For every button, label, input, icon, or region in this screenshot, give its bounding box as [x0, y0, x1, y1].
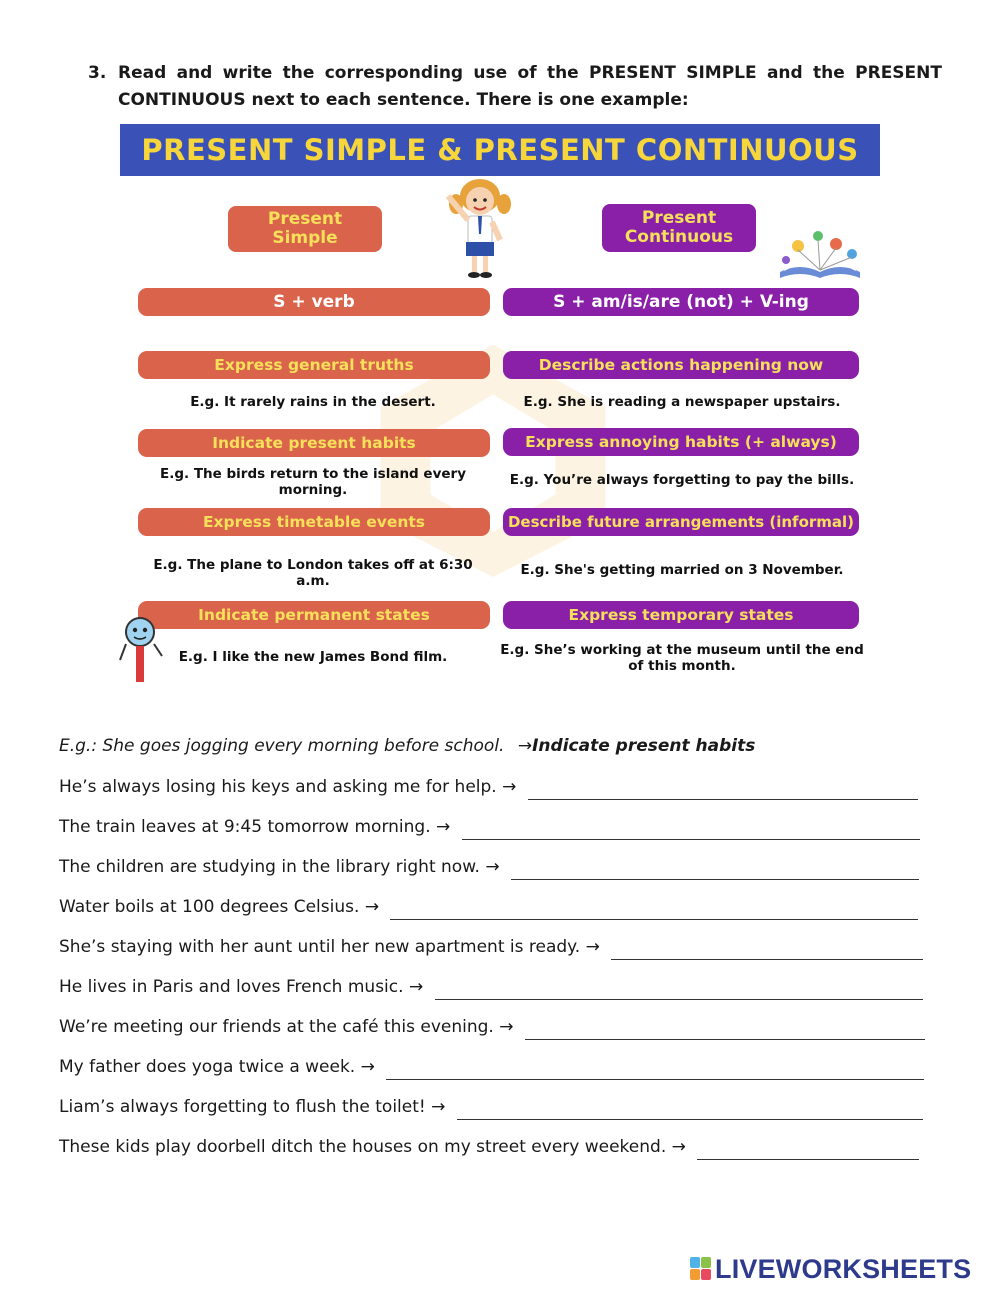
question-sentence: These kids play doorbell ditch the houses on my street every weekend.	[59, 1137, 667, 1157]
question-sentence: The train leaves at 9:45 tomorrow morning.	[59, 817, 431, 837]
use-label: Indicate permanent states	[138, 601, 490, 629]
logo-mark-icon	[690, 1257, 712, 1281]
answer-blank[interactable]	[462, 821, 920, 840]
arrow-icon: →	[671, 1137, 686, 1157]
question-sentence: She’s staying with her aunt until her new apartment is ready.	[59, 937, 581, 957]
example-answer: Indicate present habits	[532, 736, 756, 756]
question-row	[59, 1094, 939, 1120]
question-row	[59, 894, 939, 920]
question-row	[59, 974, 939, 1000]
question-row	[59, 814, 939, 840]
continuous-formula: S + am/is/are (not) + V-ing	[503, 288, 859, 316]
usage-example: E.g. She's getting married on 3 November.	[520, 562, 844, 578]
present-simple-header: Present Simple	[228, 206, 382, 252]
schoolgirl-illustration	[430, 174, 530, 282]
arrow-icon: →	[364, 897, 380, 917]
answer-blank[interactable]	[611, 941, 923, 960]
question-row	[59, 774, 939, 800]
usage-example: E.g. She is reading a newspaper upstairs.	[523, 394, 841, 410]
answer-blank[interactable]	[511, 861, 919, 880]
question-row	[59, 854, 939, 880]
use-label: Express timetable events	[138, 508, 490, 536]
answer-blank[interactable]	[457, 1101, 923, 1120]
instruction-number: 3.	[88, 63, 107, 83]
answer-blank[interactable]	[435, 981, 923, 1000]
arrow-icon: →	[431, 1097, 446, 1117]
use-label: Describe actions happening now	[503, 351, 859, 379]
usage-example: E.g. It rarely rains in the desert.	[190, 394, 436, 410]
answer-blank[interactable]	[528, 781, 918, 800]
instruction-text: Read and write the corresponding use of the PRESENT SIMPLE and the PRESENT CONTINUOUS next to each sentence. There is one example:	[118, 63, 942, 110]
arrow-icon: →	[499, 1017, 514, 1037]
example-sentence: E.g.: She goes jogging every morning before school.	[59, 736, 505, 756]
question-row	[59, 1134, 939, 1160]
open-book-illustration	[770, 226, 870, 282]
usage-example: E.g. She’s working at the museum until the end of this month.	[500, 642, 864, 674]
question-sentence: He’s always losing his keys and asking me for help.	[59, 777, 497, 797]
arrow-icon: →	[502, 777, 517, 797]
robot-mascot-illustration	[118, 616, 164, 682]
infographic-title: PRESENT SIMPLE & PRESENT CONTINUOUS	[120, 124, 880, 176]
usage-example: E.g. The birds return to the island every morning.	[159, 466, 466, 498]
question-sentence: The children are studying in the library right now.	[59, 857, 480, 877]
arrow-icon: →	[517, 736, 533, 756]
arrow-icon: →	[408, 977, 424, 997]
question-sentence: He lives in Paris and loves French music.	[59, 977, 404, 997]
question-sentence: We’re meeting our friends at the café this evening.	[59, 1017, 494, 1037]
question-row	[59, 1014, 939, 1040]
use-label: Express general truths	[138, 351, 490, 379]
answer-blank[interactable]	[390, 901, 918, 920]
usage-example: E.g. The plane to London takes off at 6:30 a.m.	[153, 557, 473, 589]
question-sentence: My father does yoga twice a week.	[59, 1057, 356, 1077]
worked-example	[59, 736, 755, 756]
use-label: Describe future arrangements (informal)	[503, 508, 859, 536]
arrow-icon: →	[360, 1057, 375, 1077]
logo-text: LIVEWORKSHEETS	[715, 1253, 972, 1284]
answer-blank[interactable]	[525, 1021, 925, 1040]
arrow-icon: →	[585, 937, 600, 957]
liveworksheets-logo	[690, 1254, 971, 1284]
use-label: Indicate present habits	[138, 429, 490, 457]
usage-example: E.g. You’re always forgetting to pay the bills.	[509, 472, 855, 488]
question-sentence: Water boils at 100 degrees Celsius.	[59, 897, 360, 917]
answer-blank[interactable]	[386, 1061, 924, 1080]
question-sentence: Liam’s always forgetting to flush the toilet!	[59, 1097, 426, 1117]
question-row	[59, 934, 939, 960]
usage-example: E.g. I like the new James Bond film.	[178, 649, 448, 665]
arrow-icon: →	[436, 817, 451, 837]
use-label: Express annoying habits (+ always)	[503, 428, 859, 456]
instruction	[88, 60, 942, 114]
use-label: Express temporary states	[503, 601, 859, 629]
question-row	[59, 1054, 939, 1080]
answer-blank[interactable]	[697, 1141, 919, 1160]
present-continuous-header: Present Continuous	[602, 204, 756, 252]
simple-formula: S + verb	[138, 288, 490, 316]
arrow-icon: →	[485, 857, 500, 877]
grammar-infographic	[118, 122, 880, 684]
